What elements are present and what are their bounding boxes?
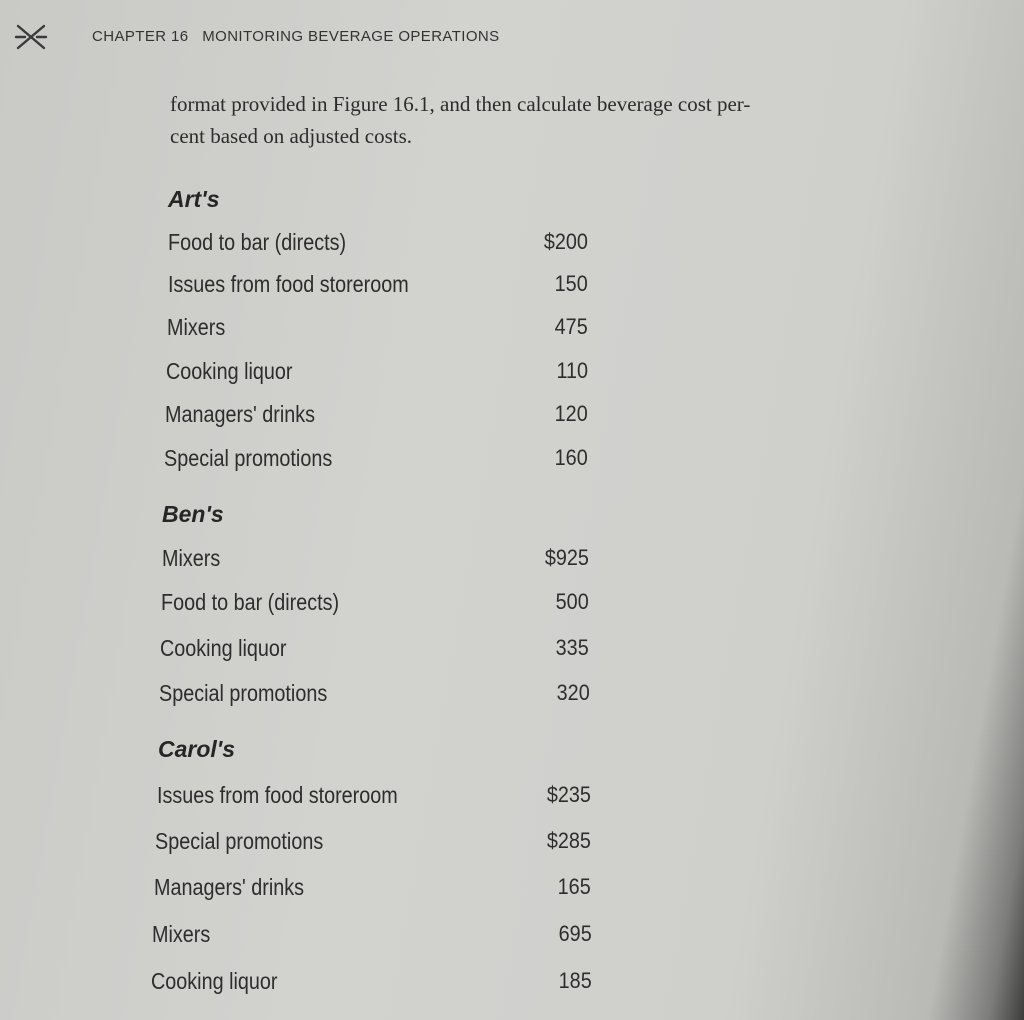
chapter-number: CHAPTER 16: [92, 28, 189, 45]
item-label: Food to bar (directs): [161, 589, 340, 615]
item-label: Issues from food storeroom: [168, 271, 409, 297]
item-label: Managers' drinks: [154, 874, 305, 900]
item-value: 500: [555, 589, 589, 614]
item-value: 160: [554, 445, 588, 470]
item-label: Food to bar (directs): [168, 229, 347, 255]
item-label: Managers' drinks: [165, 401, 316, 427]
table-row: [166, 358, 588, 388]
table-row: [152, 921, 592, 951]
item-value: 320: [556, 680, 590, 705]
snowflake-cross-icon: [14, 22, 48, 52]
item-value: 185: [558, 968, 592, 993]
intro-paragraph: [170, 88, 930, 152]
section-heading-carols: Carol's: [158, 736, 236, 762]
table-row: [154, 874, 591, 904]
chapter-header: [92, 28, 500, 45]
intro-line-1: format provided in Figure 16.1, and then calculate beverage cost per-: [170, 92, 751, 116]
item-value: 475: [554, 314, 588, 339]
item-label: Cooking liquor: [151, 968, 278, 994]
table-row: [162, 545, 589, 575]
table-row: [155, 828, 591, 858]
item-value: 165: [557, 874, 591, 899]
item-label: Cooking liquor: [166, 358, 293, 384]
item-label: Mixers: [167, 314, 226, 340]
item-label: Cooking liquor: [160, 635, 287, 661]
item-value: 110: [556, 358, 588, 383]
table-row: [151, 968, 592, 998]
intro-line-2: cent based on adjusted costs.: [170, 124, 413, 148]
item-value: $925: [544, 545, 589, 570]
item-value: 695: [558, 921, 592, 946]
item-label: Mixers: [152, 921, 211, 947]
table-row: [165, 401, 588, 431]
item-label: Special promotions: [155, 828, 324, 854]
running-header: [14, 22, 574, 52]
item-label: Mixers: [162, 545, 221, 571]
table-row: [168, 271, 588, 301]
item-value: $285: [546, 828, 591, 853]
table-row: [160, 635, 589, 665]
chapter-title: MONITORING BEVERAGE OPERATIONS: [202, 28, 500, 45]
item-value: 120: [554, 401, 588, 426]
table-row: [167, 314, 588, 344]
item-value: $235: [546, 782, 591, 807]
item-label: Special promotions: [164, 445, 333, 471]
table-row: [159, 680, 590, 710]
item-value: $200: [543, 229, 588, 254]
item-label: Issues from food storeroom: [157, 782, 398, 808]
section-heading-bens: Ben's: [162, 501, 224, 527]
table-row: [157, 782, 591, 812]
section-heading-arts: Art's: [168, 186, 220, 212]
item-value: 335: [555, 635, 589, 660]
table-row: [161, 589, 589, 619]
table-row: [168, 229, 588, 259]
table-row: [164, 445, 588, 475]
item-value: 150: [554, 271, 588, 296]
item-label: Special promotions: [159, 680, 328, 706]
